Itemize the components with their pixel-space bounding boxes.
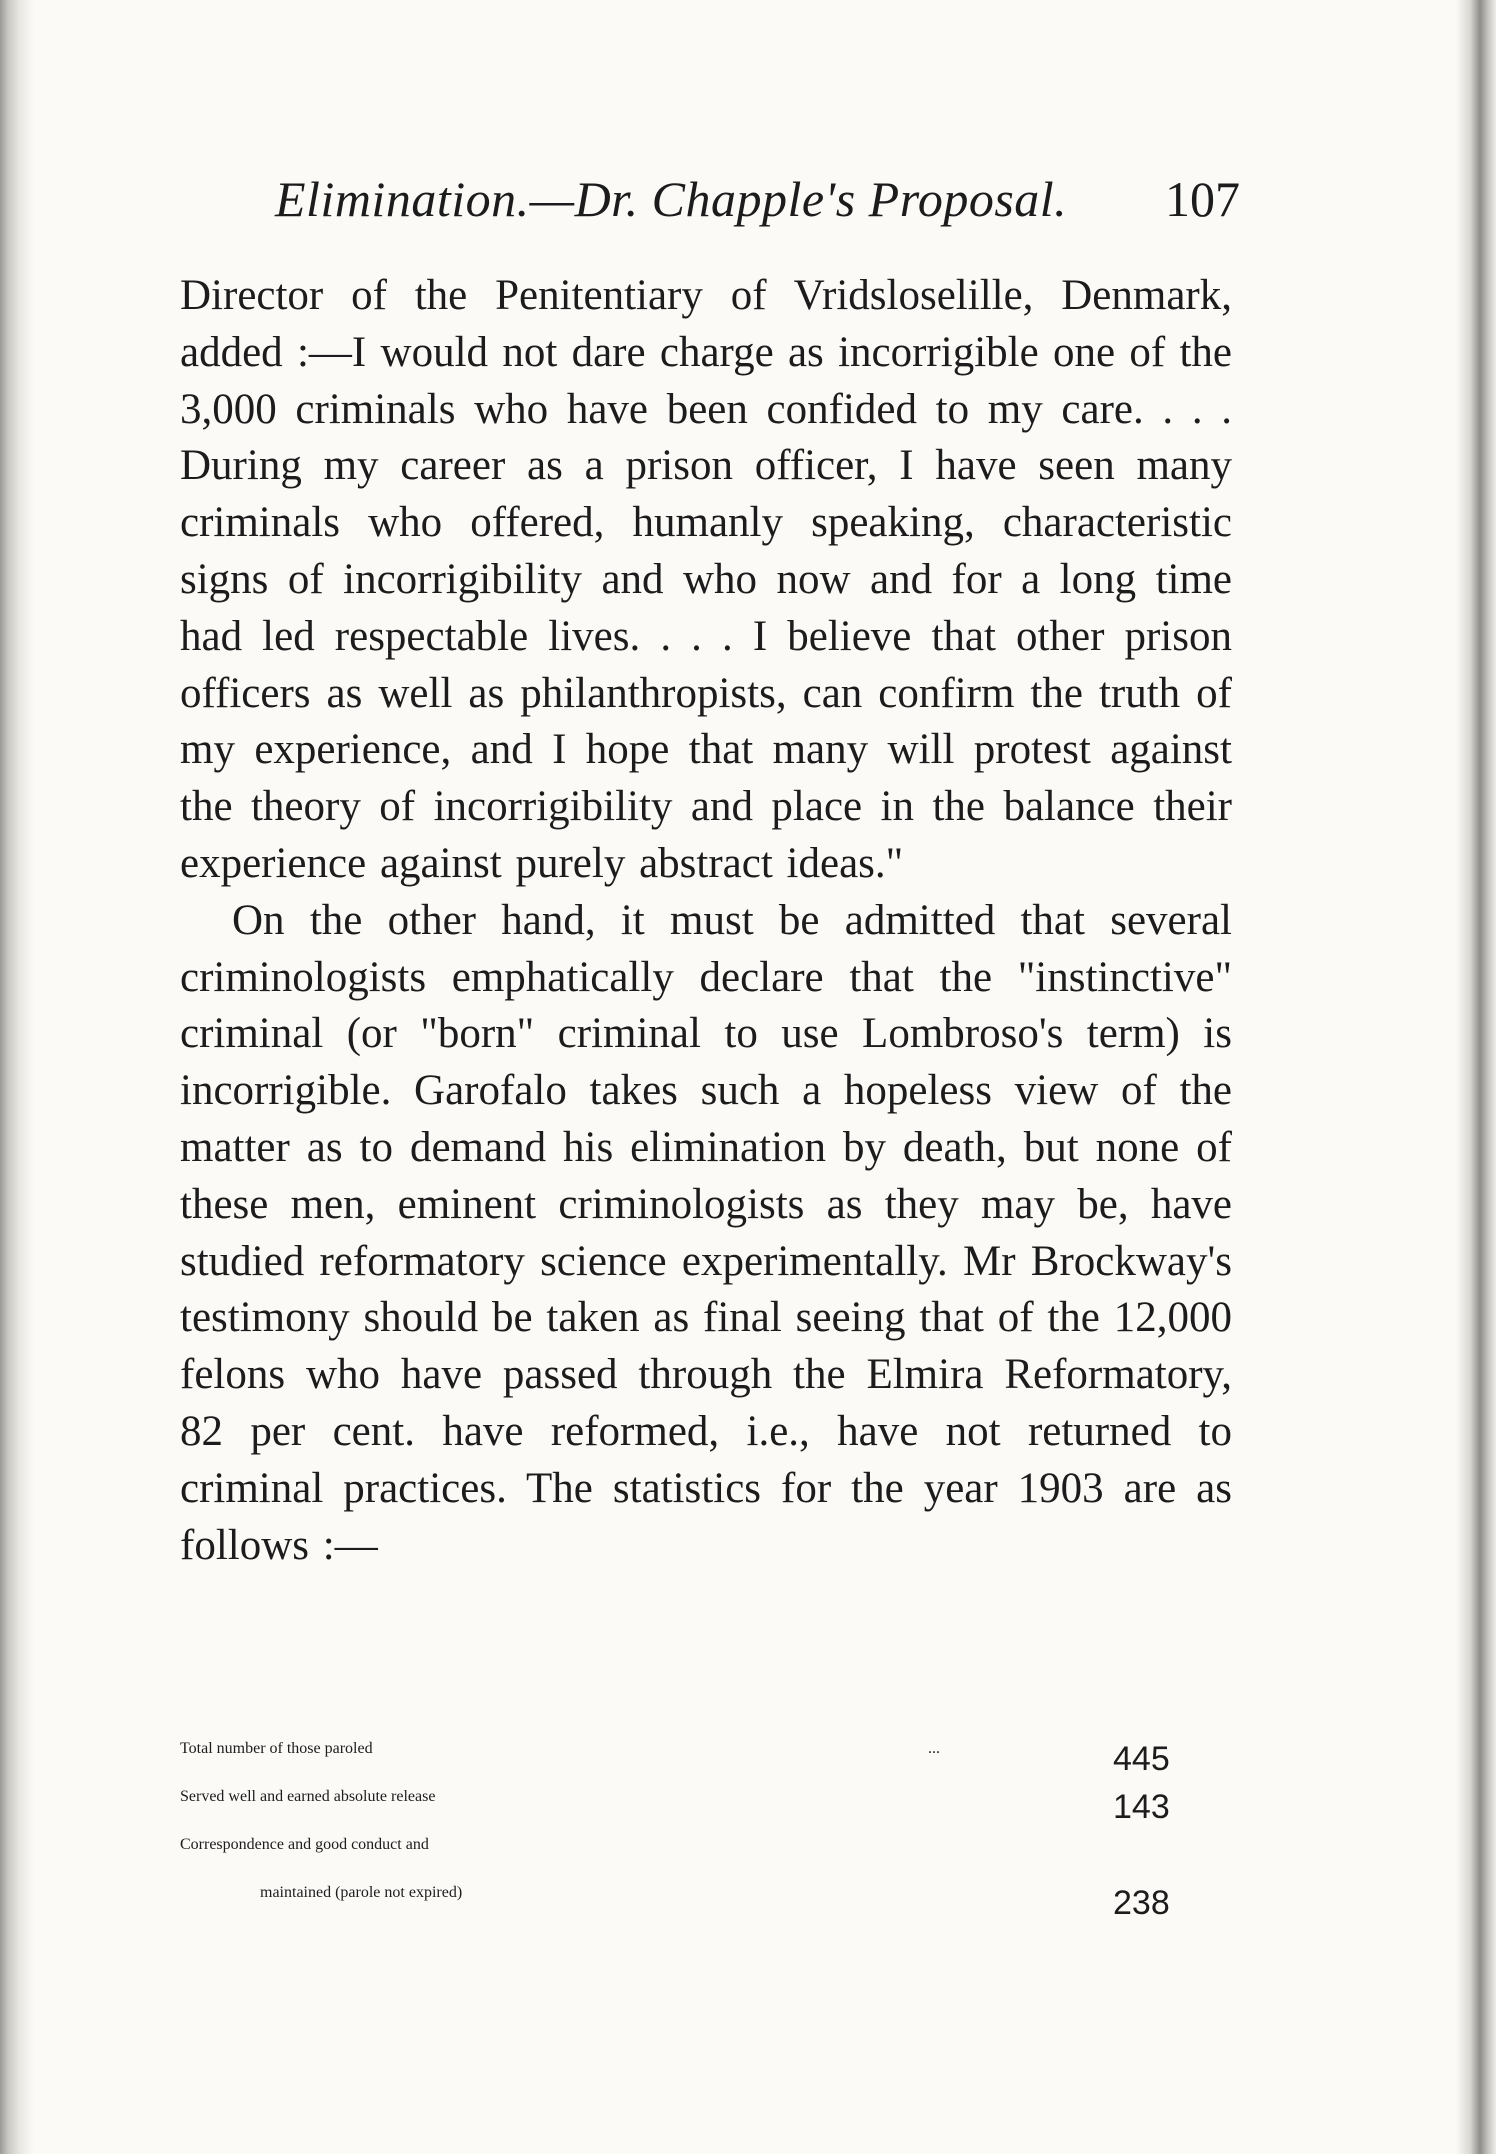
stat-row — [180, 1836, 1240, 1884]
stat-row — [180, 1788, 1240, 1836]
stat-label: Served well and earned absolute release — [180, 1788, 436, 1805]
stat-value: 143 — [1113, 1788, 1170, 1826]
stat-label-continuation: maintained (parole not expired) — [260, 1884, 463, 1901]
page-number: 107 — [1165, 171, 1240, 227]
stat-label: Correspondence and good conduct and — [180, 1836, 429, 1853]
stat-leader-dots: ... — [928, 1740, 940, 1757]
stat-row — [180, 1740, 1240, 1788]
page-header — [275, 170, 1240, 240]
body-text — [180, 268, 1232, 1574]
statistics-table — [180, 1740, 1240, 1932]
running-head: Elimination.—Dr. Chapple's Proposal. — [275, 171, 1068, 227]
paragraph-2: On the other hand, it must be admitted that several criminologists emphatically declare that the "instinctive" criminal (or "born" criminal to use Lombroso's term) is incorrigible. Garofalo takes such a hopeless view of the matter as to demand his elimination by death, but none of these men, eminent criminologists as they may be, have studied reformatory science experimentally. Mr Brockway's testimony should be taken as final seeing that of the 12,000 felons who have passed through the Elmira Reformatory, 82 per cent. have reformed, i.e., have not returned to criminal practices. The statistics for the year 1903 are as follows :— — [180, 896, 1232, 1569]
stat-value: 238 — [1113, 1884, 1170, 1922]
page-gutter-shadow — [0, 0, 34, 2154]
paragraph-1: Director of the Penitentiary of Vridsloselille, Denmark, added :—I would not dare charge as incorrigible one of the 3,000 criminals who have been confided to my care. . . . During my career as a prison officer, I have seen many criminals who offered, humanly speaking, characteristic signs of incorrigibility and who now and for a long time had led respectable lives. . . . I believe that other prison officers as well as philanthropists, can confirm the truth of my experience, and I hope that many will protest against the theory of incorrigibility and place in the balance their experience against purely abstract ideas." — [180, 272, 1232, 887]
stat-value: 445 — [1113, 1740, 1170, 1778]
page-edge-shadow — [1456, 0, 1496, 2154]
stat-row-continuation — [180, 1884, 1240, 1932]
stat-label: Total number of those paroled — [180, 1740, 373, 1757]
